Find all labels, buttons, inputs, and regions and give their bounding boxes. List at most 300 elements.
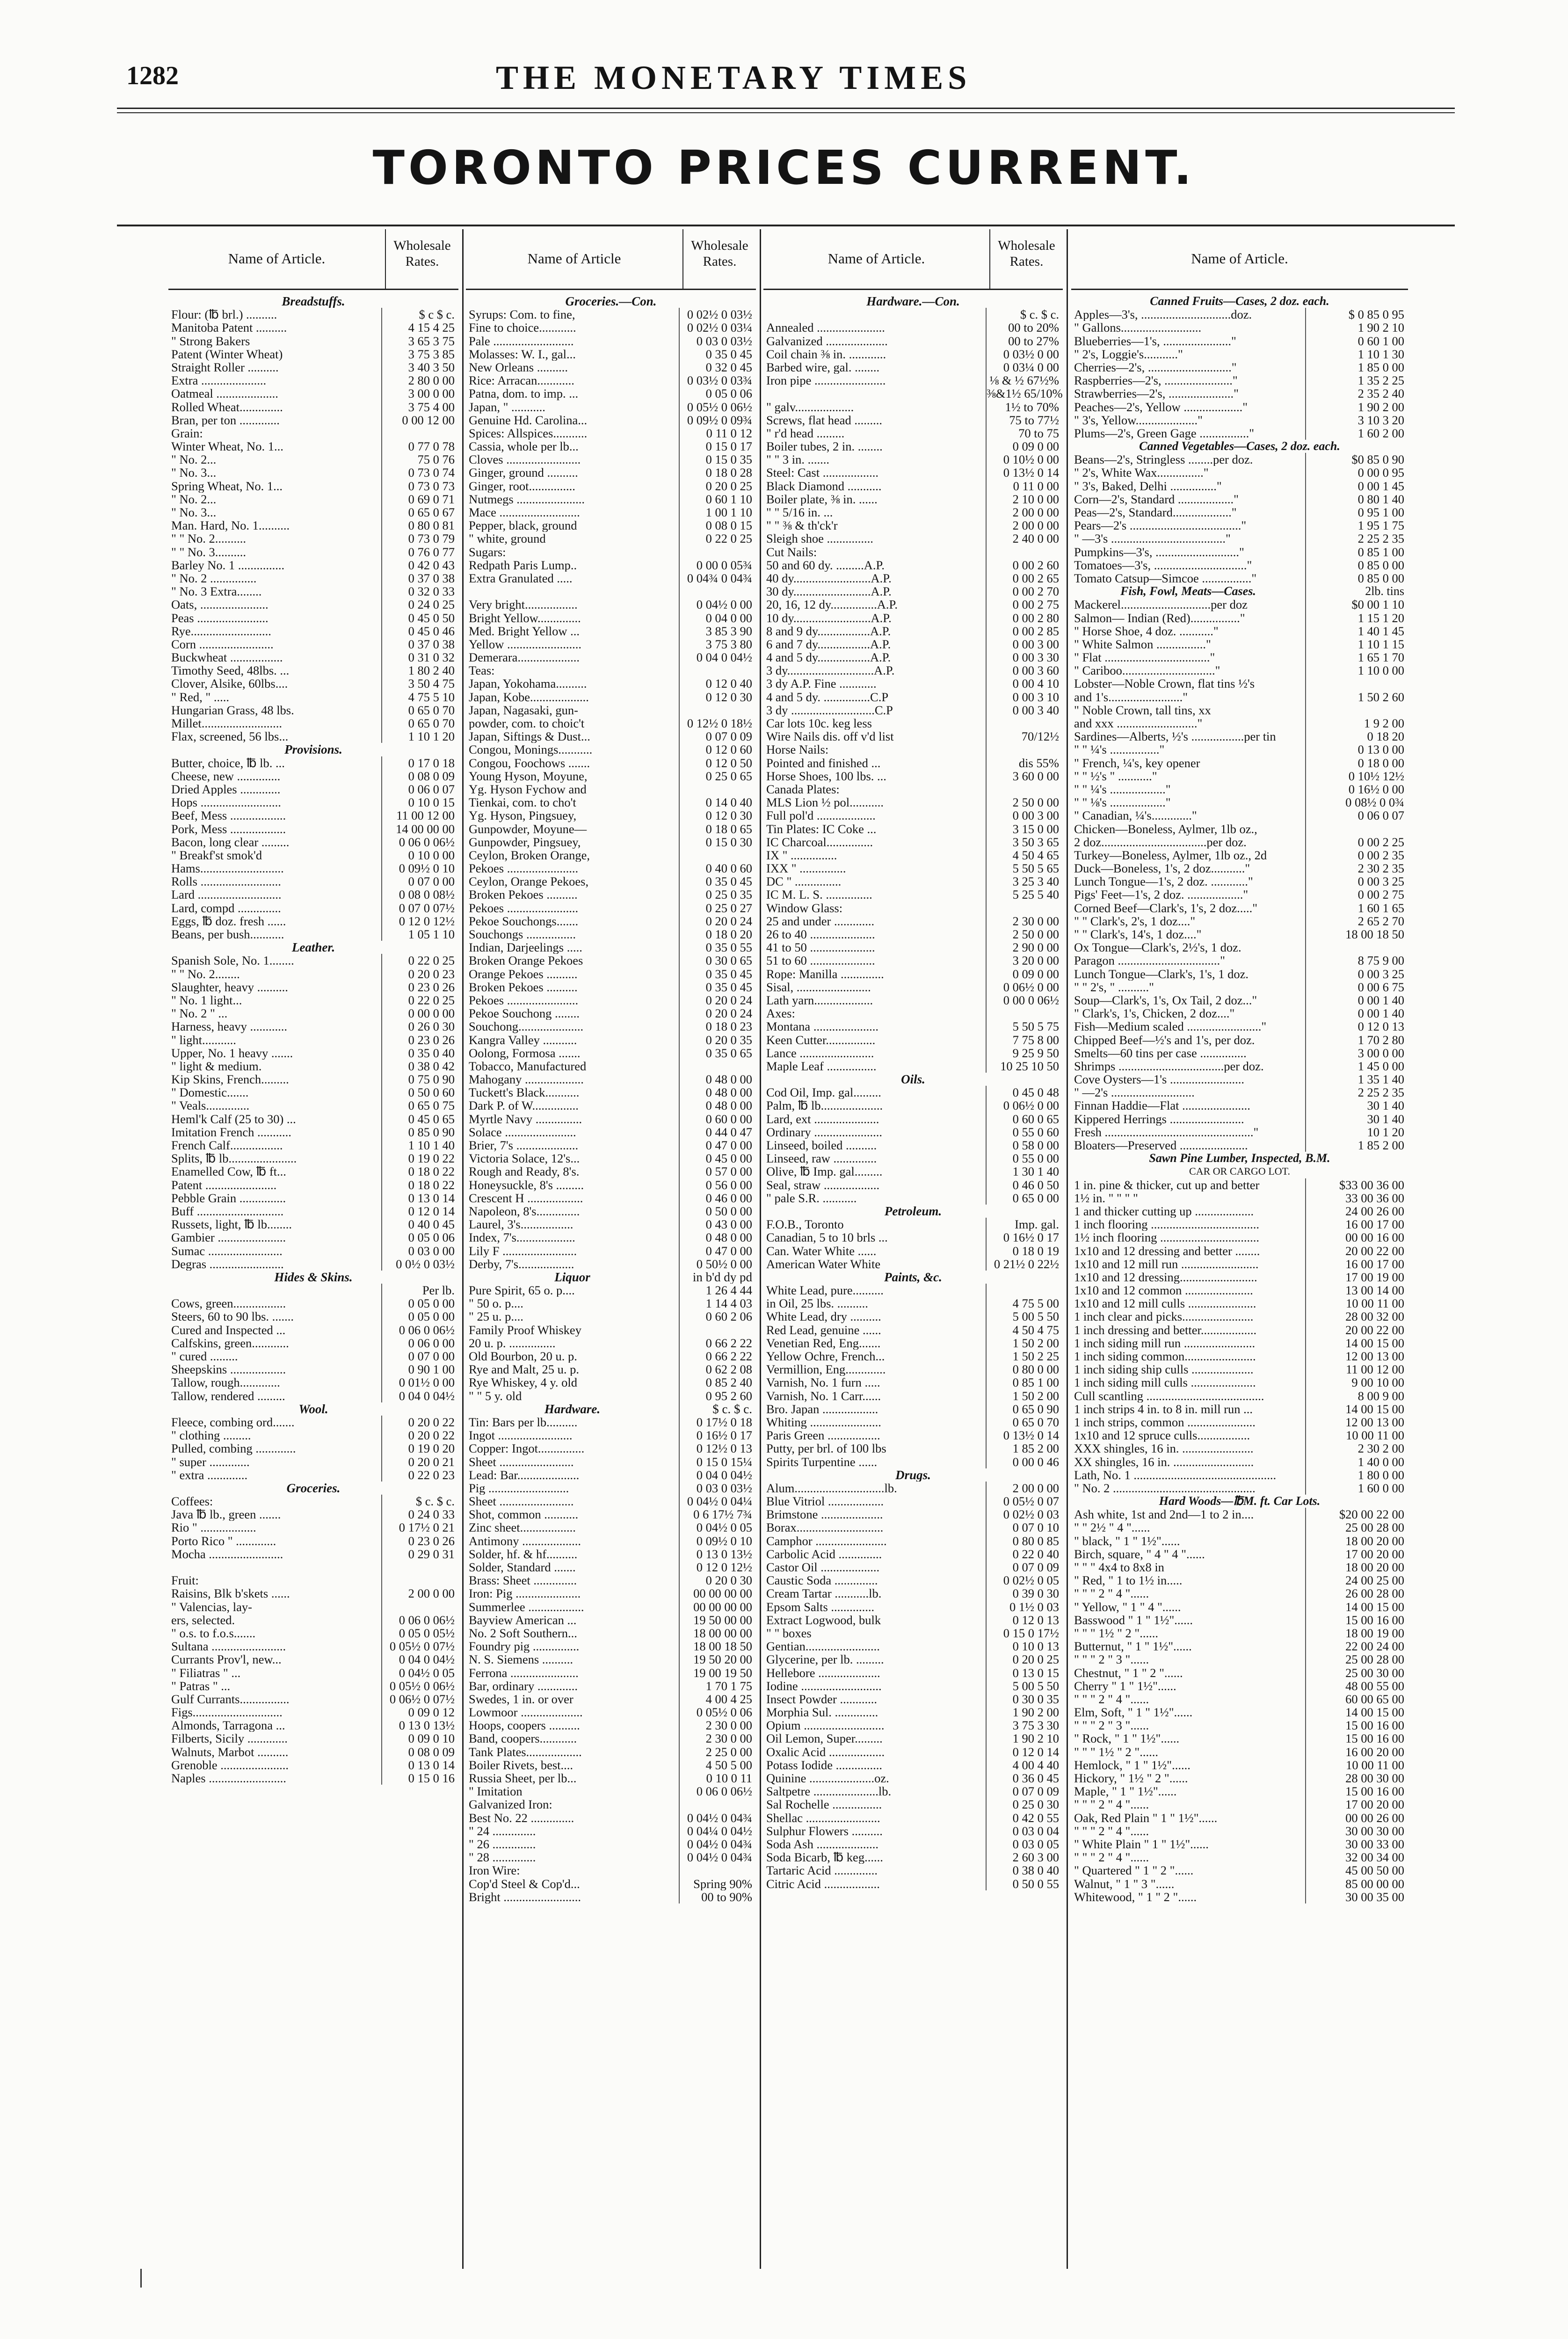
price-row <box>1071 598 1408 611</box>
price-value: 0 04½ 0 04¾ <box>679 1851 756 1864</box>
price-value: 0 56 0 00 <box>679 1178 756 1191</box>
article-name: " " " 2 " 4 "...... <box>1074 1587 1149 1600</box>
price-value: 0 07 0 09 <box>986 1785 1063 1798</box>
price-row <box>168 611 458 625</box>
price-value: 0 00 0 05¾ <box>679 559 756 572</box>
article-name: 1½ inch flooring ................................ <box>1074 1231 1259 1244</box>
article-name: Genuine Hd. Carolina... <box>469 413 588 427</box>
price-value: 0 00 12 00 <box>381 414 458 427</box>
price-value: 0 00 2 75 <box>1305 888 1408 901</box>
article-name: " No. 3... <box>171 506 217 519</box>
price-value: 4 50 4 75 <box>986 1323 1063 1337</box>
price-row <box>466 321 756 334</box>
price-value: 0 10 0 15 <box>381 796 458 809</box>
price-value <box>679 1798 756 1811</box>
price-row <box>1071 387 1408 400</box>
article-name: Kippered Herrings ........................ <box>1074 1112 1244 1126</box>
price-row <box>763 1877 1063 1890</box>
price-value: 0 08 0 09 <box>381 770 458 783</box>
price-value: 0 77 0 78 <box>381 440 458 453</box>
price-value <box>381 1600 458 1613</box>
article-name: " " " 1½ " 2 "...... <box>1074 1626 1158 1640</box>
article-name: Turkey—Boneless, Aylmer, 1lb oz., 2d <box>1074 848 1267 862</box>
price-row <box>168 519 458 532</box>
price-row <box>1071 348 1408 361</box>
price-row <box>763 506 1063 519</box>
article-name: " 2's, White Wax..............." <box>1074 466 1209 479</box>
article-name: " French, ¼'s, key opener <box>1074 756 1200 770</box>
price-row <box>1071 638 1408 651</box>
article-name: " —3's ....................................." <box>1074 532 1231 545</box>
article-name: Coffees: <box>171 1495 213 1508</box>
price-value: 1 60 2 00 <box>1305 427 1408 440</box>
price-value <box>381 1574 458 1587</box>
price-value: 0 46 0 50 <box>986 1178 1063 1191</box>
price-value: 30 00 35 00 <box>1305 1890 1408 1903</box>
price-value: 0 48 0 00 <box>679 1073 756 1086</box>
price-value: 0 35 0 45 <box>679 981 756 994</box>
article-name: 4 and 5 dy.................A.P. <box>766 651 891 664</box>
article-name: Timothy Seed, 48lbs. ... <box>171 664 290 677</box>
section-heading <box>763 1205 1063 1218</box>
price-row <box>168 1679 458 1693</box>
price-value: 0 00 2 85 <box>986 625 1063 638</box>
article-name: Honeysuckle, 8's ......... <box>469 1178 584 1191</box>
price-value: 0 25 0 30 <box>986 1798 1063 1811</box>
price-value: 0 45 0 50 <box>381 611 458 625</box>
price-row <box>1071 400 1408 414</box>
price-row <box>466 1666 756 1679</box>
article-name: Peaches—2's, Yellow ..................." <box>1074 400 1248 414</box>
article-name: Hickory, " 1½ " 2 "...... <box>1074 1772 1188 1785</box>
article-name: Screws, flat head ......... <box>766 413 882 427</box>
price-value: 0 13 0 13½ <box>679 1547 756 1561</box>
article-name: N. S. Siemens .......... <box>469 1653 573 1666</box>
price-row <box>1071 928 1408 941</box>
price-row <box>1071 572 1408 585</box>
article-name: Russets, light, ℔ lb........ <box>171 1218 292 1231</box>
price-value: 2 60 3 00 <box>986 1851 1063 1864</box>
price-value: 00 00 00 00 <box>679 1587 756 1600</box>
price-value: 0 48 0 00 <box>679 1086 756 1099</box>
article-name: Boiler plate, ⅜ in. ...... <box>766 492 878 506</box>
price-row <box>168 545 458 559</box>
price-row <box>1071 1890 1408 1903</box>
section-title: Wool. <box>298 1402 328 1416</box>
section-heading <box>1071 585 1408 598</box>
price-value: 0 06 0 06½ <box>381 835 458 849</box>
price-value: 0 08½ 0 0¾ <box>1305 796 1408 809</box>
price-row <box>466 1745 756 1758</box>
price-value: 0 09½ 0 09¾ <box>679 414 756 427</box>
price-row <box>763 835 1063 849</box>
article-name: Lance ........................ <box>766 1046 874 1060</box>
price-row <box>168 1178 458 1191</box>
article-name: Spring Wheat, No. 1... <box>171 479 283 493</box>
price-value: 14 00 15 00 <box>1305 1600 1408 1613</box>
price-value <box>679 664 756 677</box>
price-row <box>168 1020 458 1033</box>
article-name: 51 to 60 ..................... <box>766 954 875 967</box>
price-row <box>466 1112 756 1126</box>
section-title: Sawn Pine Lumber, Inspected, B.M. <box>1149 1152 1330 1165</box>
article-name: Best No. 22 .............. <box>469 1811 574 1824</box>
price-row <box>466 361 756 374</box>
price-value: 3 60 0 00 <box>986 770 1063 783</box>
price-value: 0 12 0 40 <box>679 677 756 690</box>
price-row <box>1071 1745 1408 1758</box>
price-row <box>1071 479 1408 493</box>
price-row <box>168 690 458 704</box>
price-row <box>466 981 756 994</box>
price-value: 0 12 0 14 <box>986 1745 1063 1758</box>
price-value: Spring 90% <box>679 1877 756 1890</box>
article-name: " " No. 3.......... <box>171 545 247 559</box>
article-name: Apples—3's, .............................doz. <box>1074 308 1252 321</box>
price-value <box>986 743 1063 756</box>
price-value: 0 26 0 30 <box>381 1020 458 1033</box>
section-heading <box>168 941 458 954</box>
price-row <box>1071 519 1408 532</box>
price-row <box>1071 1007 1408 1020</box>
price-row <box>1071 1310 1408 1323</box>
price-row <box>466 875 756 888</box>
price-row <box>763 308 1063 321</box>
price-value: 0 00 2 60 <box>986 559 1063 572</box>
price-row <box>466 1257 756 1271</box>
price-value: 1 90 2 00 <box>1305 400 1408 414</box>
article-name: " " No. 2........ <box>171 967 240 981</box>
article-name: Tobacco, Manufactured <box>469 1059 587 1073</box>
price-value: 0 05½ 0 07 <box>986 1495 1063 1508</box>
price-row <box>763 1587 1063 1600</box>
article-name: Shellac ........................ <box>766 1811 880 1824</box>
price-row <box>168 809 458 822</box>
price-value: 0 30 0 65 <box>679 954 756 967</box>
price-row <box>466 1073 756 1086</box>
margin-mark <box>140 2269 142 2288</box>
price-row <box>466 770 756 783</box>
article-name: Very bright................. <box>469 598 578 611</box>
price-row <box>763 1007 1063 1020</box>
price-row <box>168 1547 458 1561</box>
price-row <box>763 374 1063 387</box>
price-row <box>168 704 458 717</box>
article-name: Kip Skins, French......... <box>171 1073 289 1086</box>
price-row <box>168 1350 458 1363</box>
article-name: White Lead, pure.......... <box>766 1284 884 1297</box>
article-name: Strawberries—2's, ....................." <box>1074 387 1239 400</box>
price-value: 0 15 0 15¼ <box>679 1455 756 1468</box>
price-row <box>1071 1257 1408 1271</box>
column-header <box>466 229 756 290</box>
price-row <box>466 1060 756 1073</box>
price-value: 2 90 0 00 <box>986 941 1063 954</box>
price-row <box>763 1798 1063 1811</box>
price-value: 0 00 2 75 <box>986 598 1063 611</box>
article-name: Vermillion, Eng............. <box>766 1363 886 1376</box>
price-row <box>763 1495 1063 1508</box>
section-title: Groceries. <box>286 1481 341 1495</box>
article-name: Dark P. of W............... <box>469 1099 579 1112</box>
price-row <box>168 981 458 994</box>
price-value: 75 0 76 <box>381 453 458 466</box>
price-value: 0 42 0 55 <box>986 1811 1063 1824</box>
price-value: 1 10 1 40 <box>381 1139 458 1152</box>
price-value: 0 58 0 00 <box>986 1139 1063 1152</box>
price-value: 0 10 0 11 <box>679 1772 756 1785</box>
article-name: 8 and 9 dy.................A.P. <box>766 624 891 638</box>
price-row <box>466 717 756 730</box>
table-top-rule <box>117 225 1455 226</box>
price-row <box>168 308 458 321</box>
price-row <box>168 1112 458 1126</box>
article-name: Barbed wire, gal. ........ <box>766 360 880 374</box>
article-name: Chipped Beef—½'s and 1's, per doz. <box>1074 1033 1255 1046</box>
price-row <box>168 1574 458 1587</box>
article-name: " " Clark's, 14's, 1 doz...." <box>1074 928 1202 941</box>
price-row <box>763 414 1063 427</box>
price-value: 18 00 18 50 <box>1305 928 1408 941</box>
article-name: Pure Spirit, 65 o. p.... <box>469 1284 575 1297</box>
article-name: Cull scantling ...................................... <box>1074 1389 1264 1402</box>
price-row <box>1071 611 1408 625</box>
price-value: 1 40 1 45 <box>1305 625 1408 638</box>
price-value: 0 25 0 27 <box>679 901 756 915</box>
article-name: Chestnut, " 1 " 2 "...... <box>1074 1666 1183 1679</box>
article-name: Blueberries—1's, ......................" <box>1074 334 1236 348</box>
article-name: Cod Oil, Imp. gal......... <box>766 1086 881 1099</box>
article-name: 1 in. pine & thicker, cut up and better <box>1074 1178 1260 1191</box>
article-name: Foundry pig ............... <box>469 1640 580 1653</box>
price-value: 0 00 3 60 <box>986 664 1063 677</box>
article-name: Pekoes ....................... <box>469 993 579 1007</box>
article-name: 1x10 and 12 mill culls ...................... <box>1074 1297 1256 1310</box>
article-name: Raisins, Blk b'skets ...... <box>171 1587 290 1600</box>
price-value: 60 00 65 00 <box>1305 1693 1408 1706</box>
price-value: 0 30 0 35 <box>986 1693 1063 1706</box>
price-value: 0 85 0 90 <box>381 1126 458 1139</box>
price-value: 0 95 2 60 <box>679 1389 756 1402</box>
article-name: Swedes, 1 in. or over <box>469 1692 573 1706</box>
price-row <box>168 783 458 796</box>
article-name: Ferrona ...................... <box>469 1666 579 1679</box>
price-row <box>168 493 458 506</box>
article-name: Full pol'd ................... <box>766 809 876 822</box>
price-value: 0 18 0 19 <box>986 1244 1063 1257</box>
price-value: 0 12 0 13 <box>1305 1020 1408 1033</box>
article-name: Car lots 10c. keg less <box>766 717 872 730</box>
price-value: 0 38 0 42 <box>381 1060 458 1073</box>
price-value: 1 50 2 00 <box>986 1337 1063 1350</box>
article-name: Hemlock, " 1 " 1½"...... <box>1074 1758 1191 1772</box>
price-value: 0 50 0 00 <box>679 1205 756 1218</box>
price-value: 0 65 0 90 <box>986 1402 1063 1416</box>
price-value: 0 73 0 79 <box>381 532 458 545</box>
price-value: 0 40 0 60 <box>679 862 756 875</box>
price-value: 1 50 2 60 <box>1305 690 1408 704</box>
price-column-2 <box>466 229 756 2269</box>
price-row <box>168 967 458 981</box>
price-value: 3 10 3 20 <box>1305 414 1408 427</box>
price-row <box>1071 1073 1408 1086</box>
article-name: " Quartered " 1 " 2 "...... <box>1074 1864 1194 1877</box>
article-name: Oil Lemon, Super......... <box>766 1732 883 1745</box>
price-row <box>763 1323 1063 1337</box>
article-name: Japan, Nagasaki, gun- <box>469 703 579 717</box>
article-name: Iron: Pig ..................... <box>469 1587 581 1600</box>
price-row <box>466 1350 756 1363</box>
price-row <box>1071 849 1408 862</box>
article-name: Oak, Red Plain " 1 " 1½"...... <box>1074 1811 1218 1824</box>
price-row <box>168 374 458 387</box>
price-value: 2 00 0 00 <box>381 1587 458 1600</box>
price-value <box>679 1864 756 1877</box>
price-row <box>1071 1824 1408 1838</box>
article-name: Patent ....................... <box>171 1178 277 1191</box>
price-value: 0 65 0 70 <box>381 704 458 717</box>
price-row <box>1071 1086 1408 1099</box>
article-name: Zinc sheet.................. <box>469 1521 576 1534</box>
article-name: " Rock, " 1 " 1½"...... <box>1074 1732 1180 1745</box>
price-row <box>466 625 756 638</box>
price-value: 2 30 0 00 <box>986 915 1063 928</box>
price-row <box>1071 1600 1408 1613</box>
price-value: 1 26 4 44 <box>679 1284 756 1297</box>
section-heading <box>763 1271 1063 1284</box>
article-name: Wire Nails dis. off v'd list <box>766 730 894 743</box>
price-row <box>168 387 458 400</box>
price-row <box>168 440 458 453</box>
price-row <box>763 677 1063 690</box>
price-value: 0 00 1 40 <box>1305 1007 1408 1020</box>
article-name: " o.s. to f.o.s....... <box>171 1626 256 1640</box>
price-row <box>466 466 756 479</box>
price-row <box>1071 796 1408 809</box>
price-row <box>466 901 756 915</box>
price-row <box>763 1745 1063 1758</box>
article-name: Paris Green ................. <box>766 1429 880 1442</box>
price-value: 15 00 16 00 <box>1305 1719 1408 1732</box>
price-row <box>763 427 1063 440</box>
article-name: Slaughter, heavy .......... <box>171 980 288 994</box>
article-name: Plums—2's, Green Gage ................" <box>1074 426 1255 440</box>
article-name: Filberts, Sicily ............. <box>171 1732 288 1745</box>
article-name: " Strong Bakers <box>171 334 250 348</box>
price-row <box>168 849 458 862</box>
price-row <box>763 1679 1063 1693</box>
header-rule <box>117 108 1455 109</box>
price-value: 0 09 0 12 <box>381 1706 458 1719</box>
price-value: 0 66 2 22 <box>679 1350 756 1363</box>
article-name: Cows, green................. <box>171 1297 286 1310</box>
price-value: 0 13½ 0 14 <box>986 1429 1063 1442</box>
article-name: Derby, 7's.................. <box>469 1257 574 1271</box>
price-value <box>986 783 1063 796</box>
price-row <box>763 1613 1063 1627</box>
price-row <box>168 1495 458 1508</box>
price-row <box>763 783 1063 796</box>
price-row <box>763 1363 1063 1376</box>
article-name: " No. 3... <box>171 466 217 479</box>
price-value: 1 70 2 80 <box>1305 1033 1408 1046</box>
price-value <box>986 901 1063 915</box>
price-value: 2 30 0 00 <box>679 1732 756 1745</box>
price-value: 1 05 1 10 <box>381 928 458 941</box>
article-name: Barley No. 1 ............... <box>171 558 285 572</box>
price-value: 0 6 17½ 7¾ <box>679 1508 756 1521</box>
article-name: Olive, ℔ Imp. gal......... <box>766 1165 883 1178</box>
price-value: 0 00 3 40 <box>986 704 1063 717</box>
price-row <box>1071 809 1408 822</box>
price-row <box>763 1020 1063 1033</box>
price-row <box>763 1165 1063 1178</box>
price-row <box>763 1389 1063 1402</box>
price-value: 0 85 1 00 <box>986 1376 1063 1389</box>
price-value: 2 80 0 00 <box>381 374 458 387</box>
price-row <box>1071 1231 1408 1244</box>
price-row <box>1071 1640 1408 1653</box>
price-row <box>763 717 1063 730</box>
price-value: 2 30 2 00 <box>1305 1442 1408 1455</box>
price-value: 0 47 0 00 <box>679 1244 756 1257</box>
price-row <box>466 1218 756 1231</box>
article-name: Boiler Rivets, best.... <box>469 1758 573 1772</box>
article-name: 1 inch siding common....................... <box>1074 1350 1256 1363</box>
price-row <box>1071 1112 1408 1126</box>
article-name: Molasses: W. I., gal... <box>469 347 576 361</box>
price-row <box>168 994 458 1007</box>
article-name: Pale .......................... <box>469 334 574 348</box>
price-value: 0 60 0 65 <box>986 1112 1063 1126</box>
price-row <box>1071 875 1408 888</box>
article-name: 26 to 40 ..................... <box>766 928 875 941</box>
article-name: Rye and Malt, 25 u. p. <box>469 1363 579 1376</box>
price-value: 8 75 9 00 <box>1305 954 1408 967</box>
price-value: 0 55 0 00 <box>986 1152 1063 1165</box>
price-value <box>1305 704 1408 717</box>
article-name: Lead: Bar.................... <box>469 1468 580 1482</box>
column-divider <box>462 229 464 2269</box>
article-name: Lowmoor .................... <box>469 1706 583 1719</box>
price-row <box>466 1838 756 1851</box>
price-row <box>1071 334 1408 348</box>
price-row <box>466 822 756 835</box>
price-row <box>168 664 458 677</box>
price-row <box>466 1007 756 1020</box>
price-value: 19 50 20 00 <box>679 1653 756 1666</box>
price-value: 0 65 0 70 <box>381 717 458 730</box>
article-name: 20, 16, 12 dy...............A.P. <box>766 598 898 611</box>
price-value: 0 09½ 0 10 <box>381 862 458 875</box>
article-name: Lard ........................... <box>171 888 282 901</box>
section-heading <box>168 295 458 308</box>
article-name: 20 u. p. ............... <box>469 1336 556 1350</box>
price-row <box>466 743 756 756</box>
price-value: 0 04½ 0 00 <box>679 598 756 611</box>
article-name: " Domestic....... <box>171 1086 249 1099</box>
price-value: 0 00 0 00 <box>381 1007 458 1020</box>
price-value: 0 03 0 03½ <box>679 1482 756 1495</box>
price-row <box>168 756 458 770</box>
article-name: Japan, Siftings & Dust... <box>469 730 590 743</box>
article-name: Tin Plates: IC Coke ... <box>766 822 877 835</box>
price-value: 0 35 0 40 <box>381 1046 458 1060</box>
article-name: Pork, Mess .................. <box>171 822 286 835</box>
price-value: 18 00 18 50 <box>679 1640 756 1653</box>
price-value: 0 20 0 21 <box>381 1455 458 1468</box>
price-value: 0 20 0 23 <box>381 967 458 981</box>
